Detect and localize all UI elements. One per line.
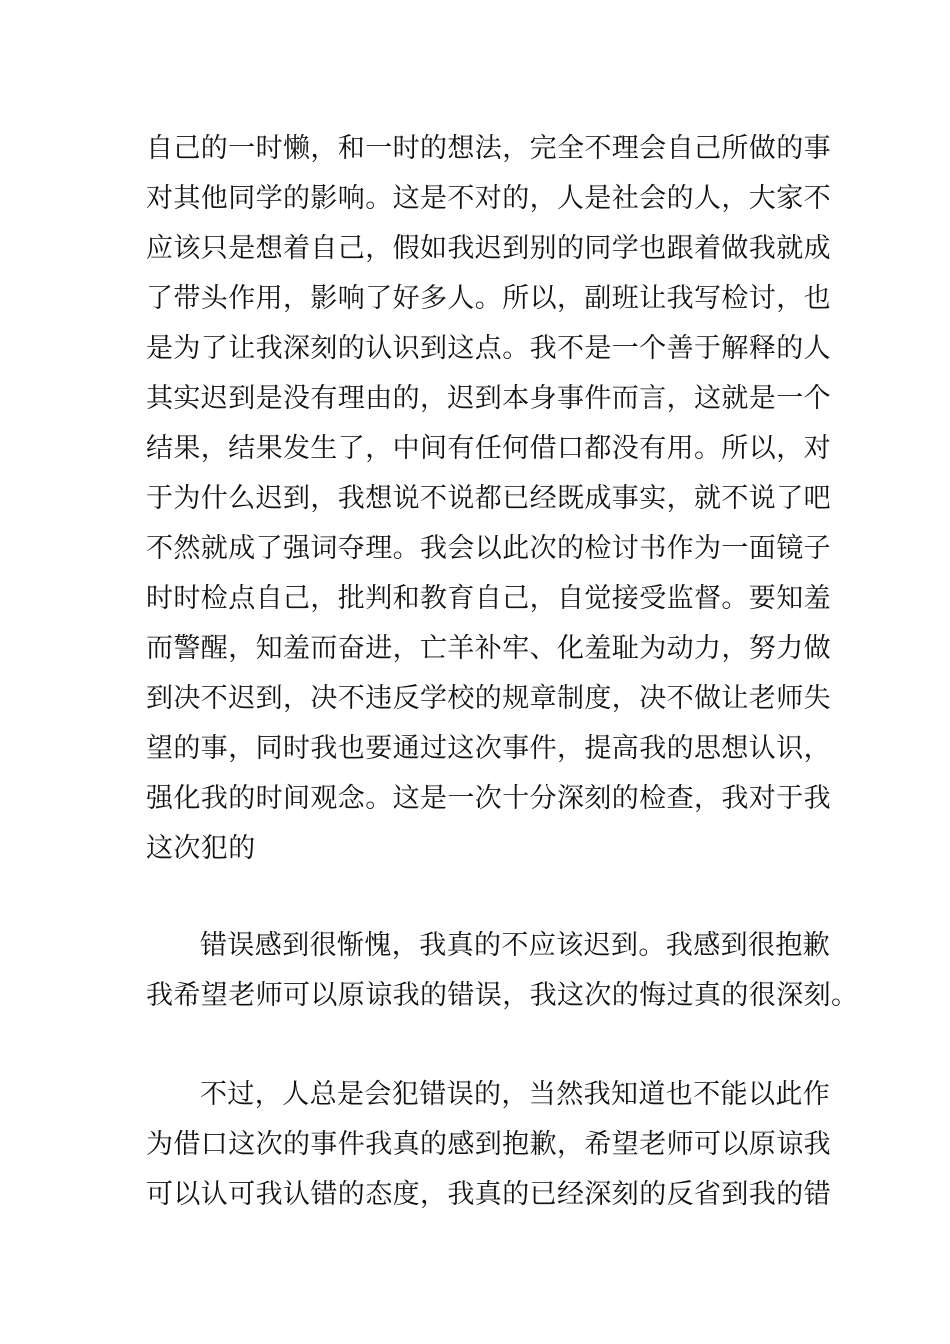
paragraph-line: 为借口这次的事件我真的感到抱歉，希望老师可以原谅我 [146, 1129, 831, 1160]
paragraph-line: 错误感到很惭愧，我真的不应该迟到。我感到很抱歉 [200, 930, 831, 961]
paragraph-line: 不过，人总是会犯错误的，当然我知道也不能以此作 [200, 1079, 831, 1110]
paragraph-line: 到决不迟到，决不违反学校的规章制度，决不做让老师失 [146, 683, 831, 714]
paragraph-line: 自己的一时懒，和一时的想法，完全不理会自己所做的事 [146, 133, 831, 164]
paragraph-line: 是为了让我深刻的认识到这点。我不是一个善于解释的人 [146, 333, 831, 364]
paragraph-2 [146, 921, 859, 1021]
paragraph-1 [146, 124, 831, 874]
paragraph-line: 对其他同学的影响。这是不对的，人是社会的人，大家不 [146, 183, 831, 214]
paragraph-line: 这次犯的 [146, 833, 256, 864]
paragraph-line: 其实迟到是没有理由的，迟到本身事件而言，这就是一个 [146, 383, 831, 414]
paragraph-line: 应该只是想着自己，假如我迟到别的同学也跟着做我就成 [146, 233, 831, 264]
paragraph-line: 了带头作用，影响了好多人。所以，副班让我写检讨，也 [146, 283, 831, 314]
paragraph-line: 可以认可我认错的态度，我真的已经深刻的反省到我的错 [146, 1179, 831, 1210]
paragraph-line: 望的事，同时我也要通过这次事件，提高我的思想认识， [146, 733, 831, 764]
paragraph-3 [146, 1070, 831, 1220]
paragraph-line: 于为什么迟到，我想说不说都已经既成事实，就不说了吧 [146, 483, 831, 514]
paragraph-line: 时时检点自己，批判和教育自己，自觉接受监督。要知羞 [146, 583, 831, 614]
paragraph-line: 结果，结果发生了，中间有任何借口都没有用。所以，对 [146, 433, 831, 464]
paragraph-line: 不然就成了强词夺理。我会以此次的检讨书作为一面镜子 [146, 533, 831, 564]
paragraph-line: 强化我的时间观念。这是一次十分深刻的检查，我对于我 [146, 783, 831, 814]
paragraph-line: 而警醒，知羞而奋进，亡羊补牢、化羞耻为动力，努力做 [146, 633, 831, 664]
paragraph-line: 我希望老师可以原谅我的错误，我这次的悔过真的很深刻。 [146, 980, 859, 1011]
